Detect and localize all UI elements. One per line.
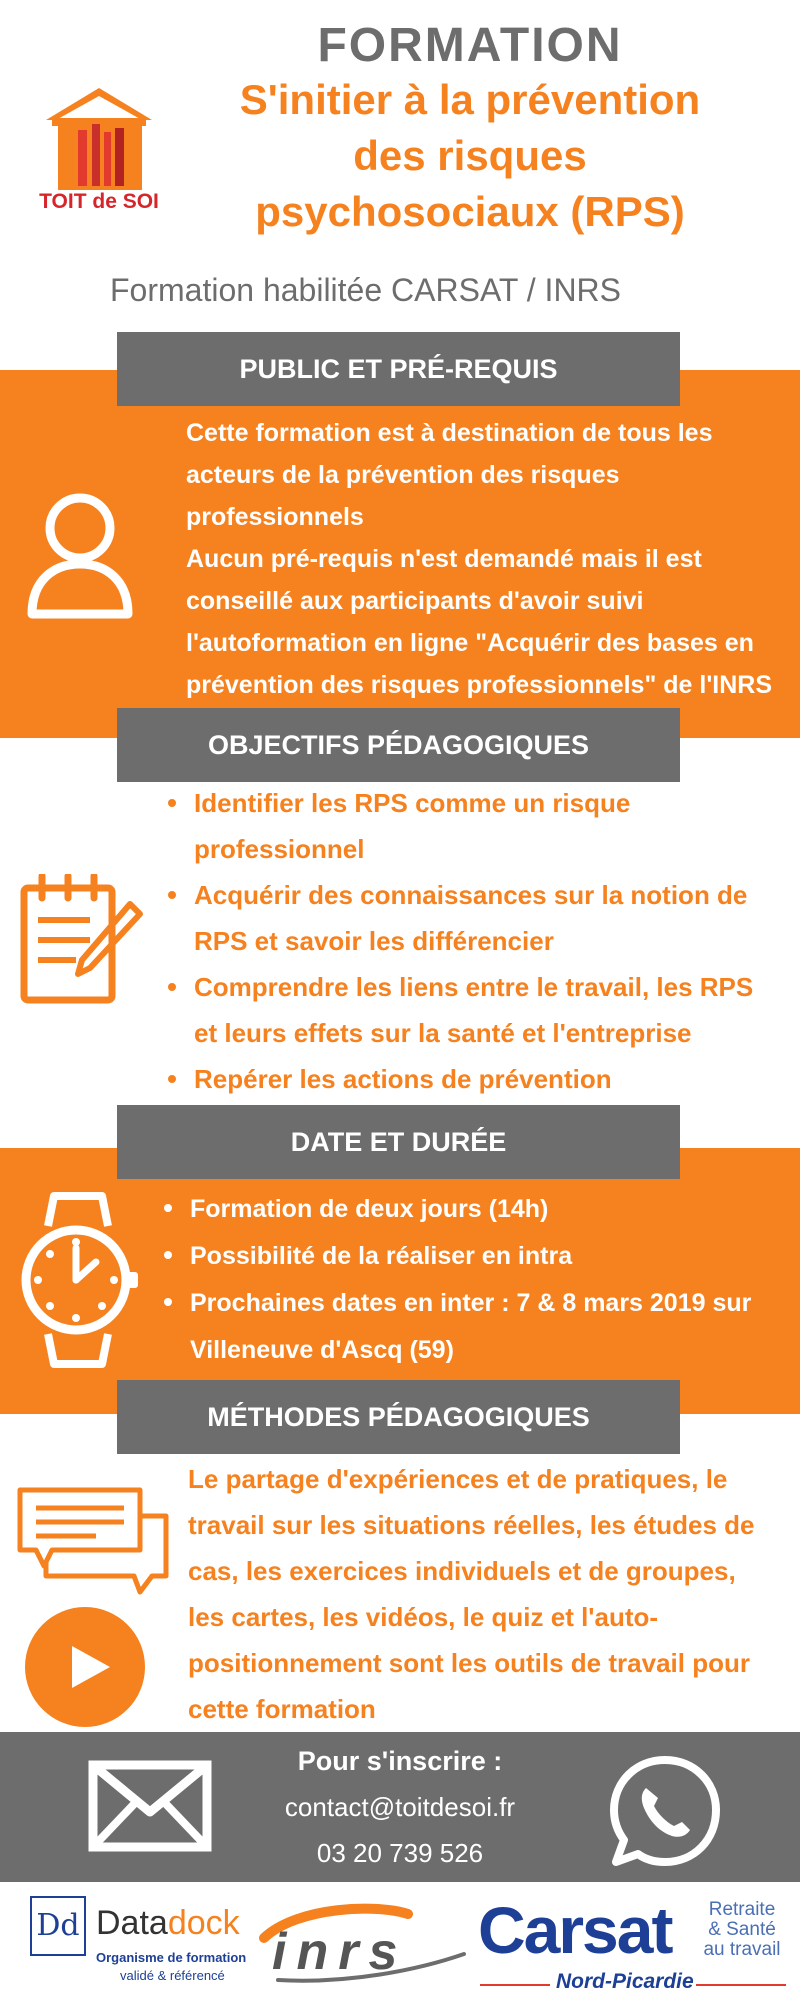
subtitle-line: des risques: [353, 132, 587, 179]
public-text: [186, 412, 786, 706]
public-line: Cette formation est à destination de tous les: [186, 419, 713, 447]
public-line: Aucun pré-requis n'est demandé mais il est: [186, 545, 702, 573]
methodes-heading: MÉTHODES PÉDAGOGIQUES: [117, 1380, 680, 1454]
contact-email[interactable]: contact@toitdesoi.fr: [284, 1792, 516, 1822]
carsat-side: [696, 1900, 788, 1960]
chat-bubbles-icon: [16, 1486, 176, 1601]
list-item-line: Comprendre les liens entre le travail, les RPS: [194, 972, 754, 1002]
list-item: [194, 780, 790, 872]
methodes-line: cas, les exercices individuels et de groupes,: [188, 1556, 736, 1586]
carsat-rule-left: [480, 1984, 550, 1986]
carsat-logo: [478, 1892, 790, 1996]
list-item-line: professionnel: [194, 834, 365, 864]
public-line: conseillé aux participants d'avoir suivi: [186, 587, 644, 615]
list-item: [190, 1186, 796, 1233]
carsat-side-line: & Santé: [708, 1919, 776, 1940]
public-line: l'autoformation en ligne "Acquérir des bases en: [186, 629, 754, 657]
watch-icon: [14, 1190, 142, 1375]
carsat-rule-right: [696, 1984, 786, 1986]
logo-toit-de-soi: [38, 82, 160, 222]
datadock-name-a: Data: [96, 1904, 168, 1942]
list-item-line: Repérer les actions de prévention: [194, 1064, 612, 1094]
datadock-line1: Organisme de formation: [96, 1950, 247, 1965]
methodes-line: travail sur les situations réelles, les études de: [188, 1510, 755, 1540]
public-heading: PUBLIC ET PRÉ-REQUIS: [117, 332, 680, 406]
public-line: prévention des risques professionnels" de l'INRS: [186, 671, 772, 699]
carsat-side-line: au travail: [703, 1939, 781, 1960]
notepad-pencil-icon: [18, 874, 144, 1013]
contact-heading: Pour s'inscrire :: [297, 1746, 503, 1776]
whatsapp-icon[interactable]: [606, 1752, 724, 1875]
methodes-text: [188, 1456, 788, 1732]
date-list: [156, 1186, 796, 1374]
objectifs-list: [160, 780, 790, 1102]
play-icon[interactable]: [24, 1606, 146, 1733]
list-item-line: Formation de deux jours (14h): [190, 1195, 549, 1223]
methodes-line: les cartes, les vidéos, le quiz et l'auto-: [188, 1602, 659, 1632]
page-subtitle: [170, 72, 770, 240]
subtitle-line: psychosociaux (RPS): [255, 188, 685, 235]
envelope-icon[interactable]: [88, 1760, 212, 1857]
list-item-line: Prochaines dates en inter : 7 & 8 mars 2019 sur: [190, 1289, 752, 1317]
date-heading: DATE ET DURÉE: [117, 1105, 680, 1179]
methodes-line: positionnement sont les outils de travail pour: [188, 1648, 750, 1678]
page-title: FORMATION: [317, 19, 623, 72]
datadock-name-b: dock: [167, 1904, 240, 1942]
list-item-line: et leurs effets sur la santé et l'entreprise: [194, 1018, 692, 1048]
subtitle-line: S'initier à la prévention: [239, 76, 701, 123]
list-item-line: Villeneuve d'Ascq (59): [190, 1336, 454, 1364]
datadock-logo: [30, 1896, 250, 1988]
datadock-line2: validé & référencé: [120, 1968, 225, 1983]
accreditation-line: Formation habilitée CARSAT / INRS: [110, 272, 621, 308]
list-item-line: RPS et savoir les différencier: [194, 926, 554, 956]
objectifs-heading: OBJECTIFS PÉDAGOGIQUES: [117, 708, 680, 782]
list-item-line: Acquérir des connaissances sur la notion de: [194, 880, 748, 910]
contact-phone[interactable]: 03 20 739 526: [316, 1838, 484, 1868]
inrs-logo: [258, 1900, 470, 1990]
carsat-side-line: Retraite: [708, 1899, 776, 1920]
list-item-line: Possibilité de la réaliser en intra: [190, 1242, 573, 1270]
datadock-mark: Dd: [30, 1896, 86, 1956]
carsat-region: Nord-Picardie: [556, 1970, 694, 1993]
methodes-line: Le partage d'expériences et de pratiques, le: [188, 1464, 728, 1494]
list-item: [194, 1056, 790, 1102]
carsat-name: Carsat: [478, 1893, 672, 1967]
methodes-line: cette formation: [188, 1694, 376, 1724]
list-item-line: Identifier les RPS comme un risque: [194, 788, 631, 818]
list-item: [194, 964, 790, 1056]
logo-text: TOIT de SOI: [39, 190, 159, 213]
public-line: professionnels: [186, 503, 364, 531]
list-item: [194, 872, 790, 964]
inrs-name: inrs: [272, 1923, 408, 1981]
datadock-name: [96, 1904, 240, 1943]
list-item: [190, 1233, 796, 1280]
list-item: [190, 1280, 796, 1374]
user-icon: [24, 492, 136, 629]
public-line: acteurs de la prévention des risques: [186, 461, 620, 489]
